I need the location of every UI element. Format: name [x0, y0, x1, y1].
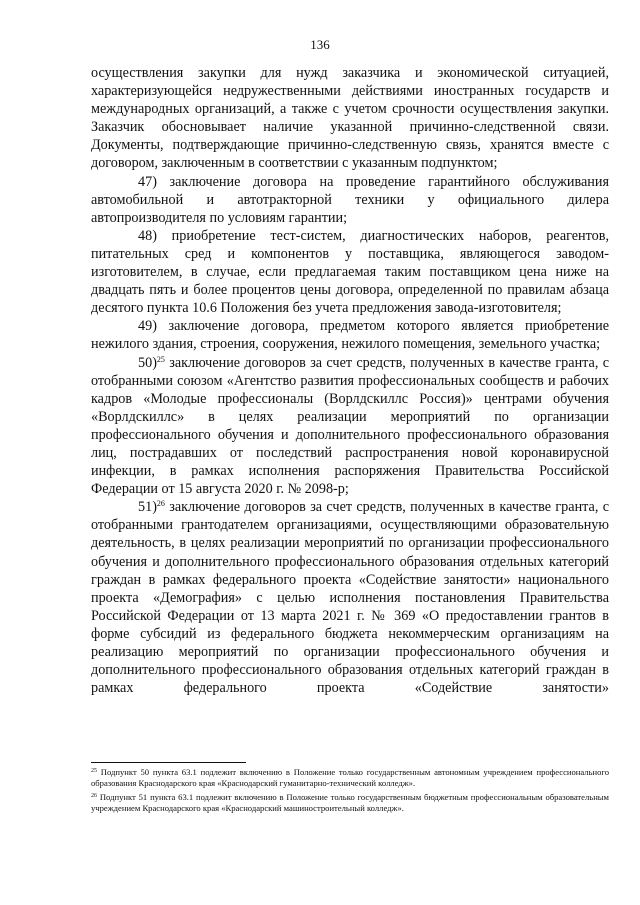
- footnotes: [91, 767, 609, 816]
- footnote-26-mark: 26: [91, 792, 97, 799]
- item-51-text: заключение договоров за счет средств, полученных в качестве гранта, с отобранными грантодателем организациями, осуществляющими образовательную деятельность, в целях реализации мероприятий по организации профессионального обучения и дополнительного профессионального образования отдельных категорий граждан в рамках федерального проекта «Содействие занятости» национального проекта «Демография» с целью исполнения постановления Правительства Российской Федерации от 13 марта 2021 г. № 369 «О предоставлении грантов в форме субсидий из федерального бюджета некоммерческим организациям на реализацию мероприятий по организации профессионального обучения и дополнительного профессионального образования отдельных категорий граждан в рамках федерального проекта «Содействие занятости»: [91, 499, 609, 697]
- document-body: [91, 64, 609, 697]
- footnote-separator: [91, 762, 246, 763]
- continued-paragraph: осуществления закупки для нужд заказчика и экономической ситуацией, характеризующейся недружественными действиями иностранных государств и международных организаций, а также с учетом срочности осуществления закупки. Заказчик обосновывает наличие указанной причинно-следственной связи. Документы, подтверждающие причинно-следственную связь, хранятся вместе с договором, заключенным в соответствии с указанным подпунктом;: [91, 65, 609, 172]
- item-50-text: заключение договоров за счет средств, полученных в качестве гранта, с отобранными союзом «Агентство развития профессиональных сообществ и рабочих кадров «Молодые профессионалы (Ворлдскиллс Россия)» центрами обучения «Ворлдскиллс» в целях реализации мероприятий по организации профессионального обучения и дополнительного профессионального образования лиц, пострадавших от последствий распространения новой коронавирусной инфекции, в рамках исполнения распоряжения Правительства Российской Федерации от 15 августа 2020 г. № 2098-р;: [91, 354, 609, 498]
- item-50: [91, 354, 609, 499]
- item-51: [91, 498, 609, 697]
- item-47: 47) заключение договора на проведение гарантийного обслуживания автомобильной и автотракторной техники у официального дилера автопроизводителя по условиям гарантии;: [91, 173, 609, 226]
- item-50-number: 50): [138, 354, 157, 371]
- page-number: 136: [310, 37, 330, 52]
- item-49: 49) заключение договора, предметом которого является приобретение нежилого здания, строения, сооружения, нежилого помещения, земельного участка;: [91, 318, 609, 353]
- item-51-number: 51): [138, 499, 157, 516]
- footnote-ref-25: 25: [156, 354, 165, 364]
- footnote-25: [91, 767, 609, 790]
- footnote-26: [91, 792, 609, 815]
- footnote-25-mark: 25: [91, 768, 97, 774]
- footnote-25-text: Подпункт 50 пункта 63.1 подлежит включению в Положение только государственным автономным учреждением профессионального образования Краснодарского края «Краснодарский гуманитарно-технический колледж».: [91, 767, 609, 789]
- footnote-ref-26: 26: [156, 499, 165, 509]
- footnote-26-text: Подпункт 51 пункта 63.1 подлежит включению в Положение только государственным бюджетным профессиональным образовательным учреждением Краснодарского края «Краснодарский машиностроительный колледж».: [91, 791, 609, 813]
- item-48: 48) приобретение тест-систем, диагностических наборов, реагентов, питательных сред и компонентов у поставщика, являющегося заводом-изготовителем, в случае, если предлагаемая таким поставщиком цена ниже на двадцать пять и более процентов цены договора, определенной по правилам абзаца десятого пункта 10.6 Положения без учета предложения завода-изготовителя;: [91, 227, 609, 317]
